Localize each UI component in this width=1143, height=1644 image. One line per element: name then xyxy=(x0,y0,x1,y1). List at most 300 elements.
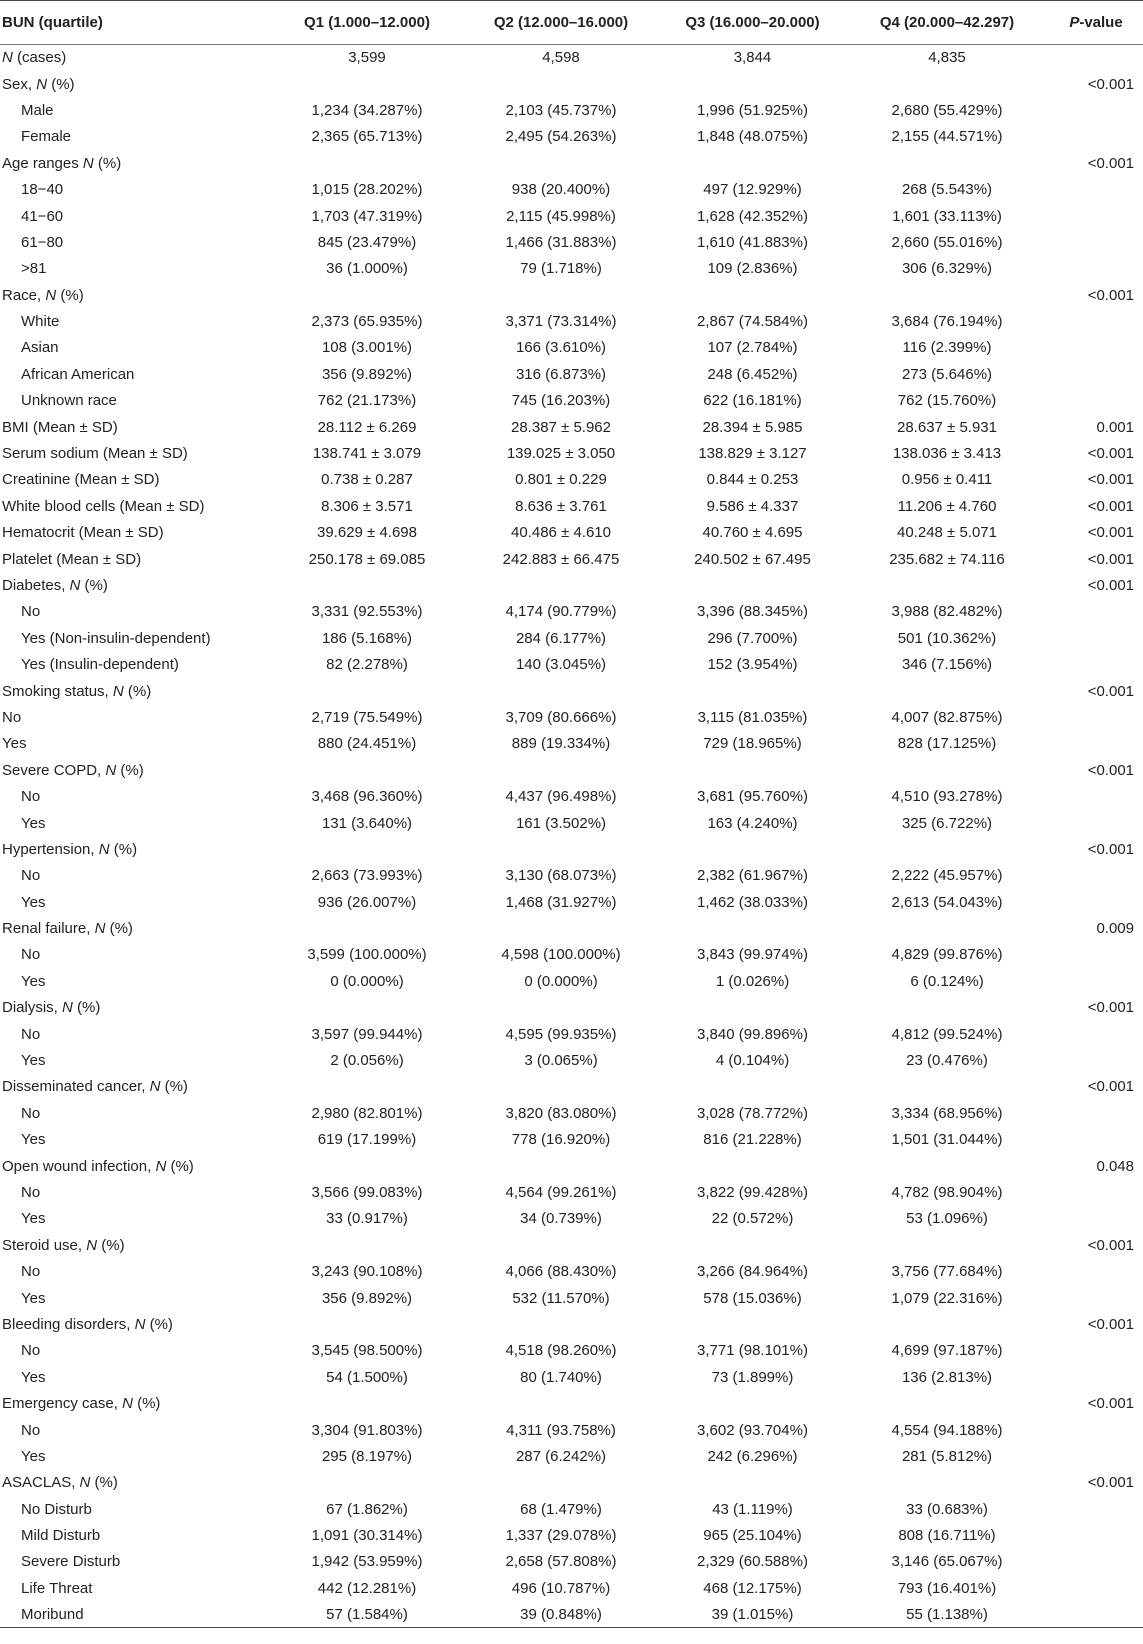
table-row xyxy=(0,625,1143,651)
cell-p-value: <0.001 xyxy=(1087,1395,1134,1413)
cell-q3: 248 (6.452%) xyxy=(707,365,798,383)
cell-q4: 2,680 (55.429%) xyxy=(891,101,1003,119)
cell-q3: 2,329 (60.588%) xyxy=(697,1553,808,1571)
cell-q2: 166 (3.610%) xyxy=(515,339,607,357)
table-row xyxy=(0,1285,1143,1311)
row-label: Unknown race xyxy=(21,392,117,410)
label-text: (cases) xyxy=(12,49,67,67)
cell-q4: 33 (0.683%) xyxy=(906,1500,988,1518)
cell-q4: 808 (16.711%) xyxy=(898,1527,996,1545)
table-row xyxy=(0,651,1143,677)
label-text: (%) xyxy=(72,999,101,1017)
cell-q4: 53 (1.096%) xyxy=(906,1210,988,1228)
cell-q3: 497 (12.929%) xyxy=(703,181,802,199)
cell-p-value: <0.001 xyxy=(1087,1474,1134,1492)
cell-p-value: <0.001 xyxy=(1087,682,1134,700)
row-label xyxy=(0,1311,272,1337)
label-italic: N xyxy=(112,682,124,700)
table-row xyxy=(0,968,1143,994)
cell-q4: 138.036 ± 3.413 xyxy=(892,445,1002,463)
cell-q3 xyxy=(660,757,845,783)
row-label: African American xyxy=(21,365,135,383)
row-label: No xyxy=(21,946,41,964)
cell-q3: 28.394 ± 5.985 xyxy=(702,418,803,436)
cell-q4: 3,988 (82.482%) xyxy=(891,603,1003,621)
cell-q3 xyxy=(660,836,845,862)
cell-q2: 2,495 (54.263%) xyxy=(505,128,617,146)
header-p-suffix: -value xyxy=(1079,14,1123,31)
cell-q1: 1,015 (28.202%) xyxy=(311,181,423,199)
cell-p-value xyxy=(1049,599,1143,625)
table-row xyxy=(0,836,1143,862)
table-row xyxy=(0,45,1143,71)
cell-q3: 9.586 ± 4.337 xyxy=(706,497,799,515)
cell-q2: 2,115 (45.998%) xyxy=(506,207,616,225)
table-row xyxy=(0,176,1143,202)
cell-q3: 43 (1.119%) xyxy=(712,1500,793,1518)
label-italic: N xyxy=(122,1395,133,1413)
cell-q2: 1,468 (31.927%) xyxy=(505,893,617,911)
cell-p-value xyxy=(1049,308,1143,334)
cell-p-value: <0.001 xyxy=(1087,999,1134,1017)
cell-q2 xyxy=(462,915,660,941)
row-label: Yes xyxy=(21,1131,46,1149)
header-q1: Q1 (1.000–12.000) xyxy=(272,1,462,45)
cell-q4 xyxy=(845,572,1049,598)
cell-q1: 186 (5.168%) xyxy=(321,629,413,647)
cell-q2: 80 (1.740%) xyxy=(520,1368,602,1386)
cell-q2: 8.636 ± 3.761 xyxy=(515,497,607,515)
cell-p-value: <0.001 xyxy=(1087,286,1134,304)
cell-q3 xyxy=(660,71,845,97)
label-text: Sex, xyxy=(2,75,37,93)
cell-q2: 4,598 xyxy=(542,49,580,67)
cell-q4 xyxy=(845,1153,1049,1179)
cell-q3: 2,867 (74.584%) xyxy=(697,313,808,331)
cell-q3: 3,396 (88.345%) xyxy=(697,603,808,621)
table-row xyxy=(0,467,1143,493)
cell-q4: 4,007 (82.875%) xyxy=(891,708,1003,726)
label-text: (%) xyxy=(123,682,152,700)
label-text: (%) xyxy=(109,840,138,858)
row-label: Yes xyxy=(21,1210,46,1228)
header-variable-suffix: (quartile) xyxy=(34,14,103,31)
label-text: (%) xyxy=(116,761,144,779)
label-text: (%) xyxy=(47,75,75,93)
row-label xyxy=(0,71,272,97)
cell-q4 xyxy=(845,915,1049,941)
cell-q2 xyxy=(462,1390,660,1416)
cell-q4: 28.637 ± 5.931 xyxy=(897,418,997,436)
cell-p-value xyxy=(1049,1179,1143,1205)
cell-p-value: <0.001 xyxy=(1087,154,1134,172)
label-text: Smoking status, xyxy=(2,682,113,700)
cell-q4: 346 (7.156%) xyxy=(901,656,993,674)
cell-q3: 622 (16.181%) xyxy=(703,392,802,410)
cell-q2: 3,820 (83.080%) xyxy=(505,1104,617,1122)
table-row xyxy=(0,1021,1143,1047)
label-text: Hypertension, xyxy=(2,840,99,858)
label-text: (%) xyxy=(90,1474,118,1492)
cell-q2 xyxy=(462,572,660,598)
cell-q4 xyxy=(845,1311,1049,1337)
table-row xyxy=(0,361,1143,387)
row-label xyxy=(0,995,272,1021)
cell-q3: 240.502 ± 67.495 xyxy=(694,550,811,568)
table-body xyxy=(0,45,1143,1628)
cell-q3 xyxy=(660,1390,845,1416)
cell-q3: 163 (4.240%) xyxy=(707,814,798,832)
cell-q2: 1,466 (31.883%) xyxy=(505,233,617,251)
cell-q3: 107 (2.784%) xyxy=(707,339,798,357)
cell-q3: 3,771 (98.101%) xyxy=(697,1342,808,1360)
table-row xyxy=(0,308,1143,334)
cell-q1: 619 (17.199%) xyxy=(317,1131,417,1149)
label-text: Emergency case, xyxy=(2,1395,123,1413)
label-italic: N xyxy=(155,1157,167,1175)
label-text: (%) xyxy=(93,154,122,172)
row-label: Creatinine (Mean ± SD) xyxy=(2,471,160,489)
header-variable xyxy=(0,1,272,45)
cell-q3 xyxy=(660,150,845,176)
label-italic: N xyxy=(69,577,81,594)
table-row xyxy=(0,229,1143,255)
cell-q2: 2,658 (57.808%) xyxy=(505,1553,617,1571)
header-q2: Q2 (12.000–16.000) xyxy=(462,1,660,45)
label-italic: N xyxy=(105,761,117,779)
row-label: No xyxy=(21,1104,41,1122)
cell-q2: 79 (1.718%) xyxy=(520,260,602,278)
row-label: Life Threat xyxy=(21,1579,93,1597)
cell-p-value xyxy=(1049,1206,1143,1232)
cell-q4 xyxy=(845,150,1049,176)
cell-q4: 23 (0.476%) xyxy=(906,1052,988,1070)
cell-q1: 39.629 ± 4.698 xyxy=(317,524,417,542)
row-label xyxy=(0,1153,272,1179)
label-text: Dialysis, xyxy=(2,999,63,1017)
cell-q2: 0.801 ± 0.229 xyxy=(515,471,607,489)
cell-q4 xyxy=(845,71,1049,97)
cell-q2: 287 (6.242%) xyxy=(515,1447,607,1465)
cell-q1: 356 (9.892%) xyxy=(321,1289,413,1307)
cell-q4: 268 (5.543%) xyxy=(901,181,993,199)
cell-q1: 3,468 (96.360%) xyxy=(311,788,423,806)
cell-q4: 1,079 (22.316%) xyxy=(891,1289,1003,1307)
cell-p-value: 0.001 xyxy=(1096,418,1134,436)
cell-q4: 1,601 (33.113%) xyxy=(892,207,1002,225)
cell-q1 xyxy=(272,915,462,941)
cell-q1: 8.306 ± 3.571 xyxy=(321,497,413,515)
cell-q1: 845 (23.479%) xyxy=(317,233,417,251)
table-row xyxy=(0,335,1143,361)
table-row xyxy=(0,1443,1143,1469)
cell-p-value: <0.001 xyxy=(1087,840,1134,858)
cell-q2: 140 (3.045%) xyxy=(515,656,607,674)
cell-q2: 40.486 ± 4.610 xyxy=(511,524,611,542)
label-text: Steroid use, xyxy=(2,1236,87,1254)
cell-p-value xyxy=(1049,625,1143,651)
row-label: No xyxy=(21,788,41,806)
cell-q2: 889 (19.334%) xyxy=(511,735,611,753)
table-row xyxy=(0,783,1143,809)
cell-q1: 356 (9.892%) xyxy=(321,365,413,383)
row-label xyxy=(0,915,272,941)
row-label: No xyxy=(21,1183,41,1201)
row-label: 41−60 xyxy=(21,207,64,225)
cell-p-value: <0.001 xyxy=(1087,1236,1134,1254)
label-text: Severe COPD, xyxy=(2,761,106,779)
cell-q1 xyxy=(272,1232,462,1258)
cell-q3: 2,382 (61.967%) xyxy=(697,867,808,885)
table-row xyxy=(0,388,1143,414)
header-variable-name: BUN xyxy=(2,14,35,31)
cell-q4: 793 (16.401%) xyxy=(897,1579,997,1597)
label-italic: N xyxy=(86,1236,98,1254)
cell-p-value xyxy=(1049,203,1143,229)
row-label: Yes xyxy=(21,1052,46,1070)
cell-q3: 3,844 xyxy=(733,49,772,67)
table-row xyxy=(0,1575,1143,1601)
cell-p-value xyxy=(1049,1575,1143,1601)
label-text: Open wound infection, xyxy=(2,1157,156,1175)
table-row xyxy=(0,757,1143,783)
cell-q1: 2,719 (75.549%) xyxy=(311,708,423,726)
cell-p-value: <0.001 xyxy=(1087,550,1134,568)
label-italic: N xyxy=(134,1315,146,1333)
cell-q1: 762 (21.173%) xyxy=(317,392,417,410)
cell-p-value xyxy=(1049,889,1143,915)
cell-q2 xyxy=(462,71,660,97)
table-row xyxy=(0,1311,1143,1337)
cell-q1: 3,597 (99.944%) xyxy=(311,1025,423,1043)
row-label xyxy=(0,1470,272,1496)
cell-p-value: <0.001 xyxy=(1087,75,1134,93)
row-label: BMI (Mean ± SD) xyxy=(2,418,118,436)
cell-q4: 273 (5.646%) xyxy=(901,365,993,383)
table-row xyxy=(0,731,1143,757)
cell-p-value xyxy=(1049,1417,1143,1443)
cell-q4: 4,699 (97.187%) xyxy=(891,1342,1003,1360)
table-row xyxy=(0,282,1143,308)
cell-q1: 1,703 (47.319%) xyxy=(311,207,423,225)
label-text: Bleeding disorders, xyxy=(2,1315,135,1333)
cell-q4 xyxy=(845,1074,1049,1100)
cell-q2: 496 (10.787%) xyxy=(511,1579,611,1597)
cell-q2: 28.387 ± 5.962 xyxy=(511,418,611,436)
cell-q2: 68 (1.479%) xyxy=(520,1500,602,1518)
table-row xyxy=(0,942,1143,968)
cell-p-value xyxy=(1049,1522,1143,1548)
cell-q2: 4,066 (88.430%) xyxy=(505,1263,617,1281)
table-row xyxy=(0,1417,1143,1443)
cell-p-value xyxy=(1049,388,1143,414)
cell-q2 xyxy=(462,995,660,1021)
cell-q3: 109 (2.836%) xyxy=(707,260,798,278)
row-label: Yes xyxy=(21,1289,46,1307)
label-text: (%) xyxy=(105,920,133,938)
row-label: No xyxy=(21,1342,41,1360)
cell-q2 xyxy=(462,1232,660,1258)
table-row xyxy=(0,889,1143,915)
cell-q2: 34 (0.739%) xyxy=(520,1210,602,1228)
cell-p-value: <0.001 xyxy=(1087,1078,1134,1096)
label-italic: N xyxy=(79,1474,91,1492)
cell-p-value xyxy=(1049,335,1143,361)
cell-q4: 762 (15.760%) xyxy=(897,392,997,410)
table-row xyxy=(0,1496,1143,1522)
cell-q2: 161 (3.502%) xyxy=(515,814,607,832)
row-label: Asian xyxy=(21,339,59,357)
row-label xyxy=(0,1232,272,1258)
row-label: 18−40 xyxy=(21,181,64,199)
cell-q3: 40.760 ± 4.695 xyxy=(702,524,803,542)
row-label: No xyxy=(21,603,41,621)
table-row xyxy=(0,1153,1143,1179)
cell-q4: 4,782 (98.904%) xyxy=(891,1183,1003,1201)
label-italic: N xyxy=(98,840,110,858)
row-label: No xyxy=(2,708,22,726)
row-label xyxy=(0,282,272,308)
cell-q1 xyxy=(272,282,462,308)
cell-q2 xyxy=(462,757,660,783)
cell-q4: 2,613 (54.043%) xyxy=(891,893,1003,911)
cell-p-value xyxy=(1049,1021,1143,1047)
cell-q4 xyxy=(845,1232,1049,1258)
table-row xyxy=(0,1390,1143,1416)
table-row xyxy=(0,1364,1143,1390)
cell-q2 xyxy=(462,1074,660,1100)
cell-q4: 55 (1.138%) xyxy=(845,1602,1049,1628)
cell-p-value xyxy=(1049,256,1143,282)
cell-q2: 4,311 (93.758%) xyxy=(506,1421,616,1439)
cell-q1: 2 (0.056%) xyxy=(330,1052,404,1070)
cell-q2 xyxy=(462,1311,660,1337)
cell-p-value xyxy=(1049,1338,1143,1364)
label-italic: N xyxy=(94,920,106,938)
cell-p-value xyxy=(1049,1285,1143,1311)
cell-q1: 3,243 (90.108%) xyxy=(311,1263,423,1281)
label-text: (%) xyxy=(132,1395,161,1413)
table-row xyxy=(0,1232,1143,1258)
cell-q3: 1,462 (38.033%) xyxy=(697,893,808,911)
table-row xyxy=(0,124,1143,150)
table-row xyxy=(0,915,1143,941)
cell-q4: 501 (10.362%) xyxy=(897,629,997,647)
cell-p-value: <0.001 xyxy=(1087,445,1134,463)
cell-q3 xyxy=(660,915,845,941)
cell-q3: 1,628 (42.352%) xyxy=(697,207,808,225)
cell-p-value xyxy=(1049,97,1143,123)
cell-q2: 4,437 (96.498%) xyxy=(505,788,617,806)
cell-q2: 3,709 (80.666%) xyxy=(505,708,617,726)
table-row xyxy=(0,1602,1143,1628)
table-row xyxy=(0,493,1143,519)
cell-q1 xyxy=(272,1074,462,1100)
table-row xyxy=(0,414,1143,440)
cell-q4: 3,684 (76.194%) xyxy=(891,313,1003,331)
cell-q3: 0.844 ± 0.253 xyxy=(706,471,799,489)
table-row xyxy=(0,863,1143,889)
table-row xyxy=(0,599,1143,625)
cell-q1: 2,980 (82.801%) xyxy=(311,1104,423,1122)
cell-q3 xyxy=(660,1470,845,1496)
cell-q1 xyxy=(272,1311,462,1337)
table-row xyxy=(0,1549,1143,1575)
cell-q1: 36 (1.000%) xyxy=(326,260,408,278)
cell-q3: 296 (7.700%) xyxy=(707,629,798,647)
label-italic: N xyxy=(36,75,48,93)
row-label: No xyxy=(21,1025,41,1043)
cell-q1: 0.738 ± 0.287 xyxy=(321,471,413,489)
row-label: Hematocrit (Mean ± SD) xyxy=(2,524,164,542)
cell-q1 xyxy=(272,71,462,97)
cell-q3 xyxy=(660,1232,845,1258)
cell-q1 xyxy=(272,1470,462,1496)
cell-q2: 39 (0.848%) xyxy=(462,1602,660,1628)
cell-q4: 828 (17.125%) xyxy=(897,735,997,753)
cell-q2: 745 (16.203%) xyxy=(511,392,611,410)
row-label: Yes xyxy=(2,735,27,753)
cell-q3: 138.829 ± 3.127 xyxy=(698,445,807,463)
cell-q4 xyxy=(845,1390,1049,1416)
cell-p-value xyxy=(1049,229,1143,255)
cell-q4: 235.682 ± 74.116 xyxy=(889,550,1005,568)
row-label: Severe Disturb xyxy=(21,1553,121,1571)
row-label: Yes (Insulin-dependent) xyxy=(21,656,179,674)
header-row xyxy=(0,1,1143,45)
cell-q3: 3,840 (99.896%) xyxy=(697,1025,808,1043)
table-row xyxy=(0,1522,1143,1548)
cell-q4: 11.206 ± 4.760 xyxy=(897,497,997,515)
cell-q4: 306 (6.329%) xyxy=(901,260,993,278)
cell-p-value xyxy=(1049,942,1143,968)
cell-p-value: <0.001 xyxy=(1087,471,1134,489)
cell-q2: 242.883 ± 66.475 xyxy=(502,550,620,568)
cell-q1: 880 (24.451%) xyxy=(317,735,417,753)
cell-q1: 33 (0.917%) xyxy=(326,1210,408,1228)
cell-q3 xyxy=(660,282,845,308)
cell-q4: 4,812 (99.524%) xyxy=(891,1025,1003,1043)
cell-q1: 3,566 (99.083%) xyxy=(311,1183,423,1201)
cell-q1: 54 (1.500%) xyxy=(326,1368,408,1386)
cell-q4 xyxy=(845,282,1049,308)
cell-q2: 4,598 (100.000%) xyxy=(501,946,621,964)
cell-q3: 1,996 (51.925%) xyxy=(697,101,808,119)
cell-q4 xyxy=(845,995,1049,1021)
cell-q1: 131 (3.640%) xyxy=(321,814,413,832)
cell-p-value xyxy=(1049,45,1143,71)
cell-p-value xyxy=(1049,1258,1143,1284)
cell-p-value xyxy=(1049,1100,1143,1126)
cell-q1 xyxy=(272,150,462,176)
cell-p-value xyxy=(1049,1047,1143,1073)
row-label: Mild Disturb xyxy=(21,1527,101,1545)
cell-q3: 468 (12.175%) xyxy=(703,1579,802,1597)
table-row xyxy=(0,1047,1143,1073)
cell-q3 xyxy=(660,1311,845,1337)
table-header xyxy=(0,1,1143,45)
cell-q3: 242 (6.296%) xyxy=(707,1447,798,1465)
cell-p-value xyxy=(1049,863,1143,889)
cell-p-value: <0.001 xyxy=(1087,497,1134,515)
row-label: Serum sodium (Mean ± SD) xyxy=(2,445,188,463)
cell-q2: 4,595 (99.935%) xyxy=(505,1025,617,1043)
row-label xyxy=(0,572,272,598)
cell-q2: 3,130 (68.073%) xyxy=(505,867,617,885)
cell-q3 xyxy=(660,678,845,704)
cell-q1: 2,373 (65.935%) xyxy=(311,313,423,331)
row-label: Moribund xyxy=(0,1602,272,1628)
